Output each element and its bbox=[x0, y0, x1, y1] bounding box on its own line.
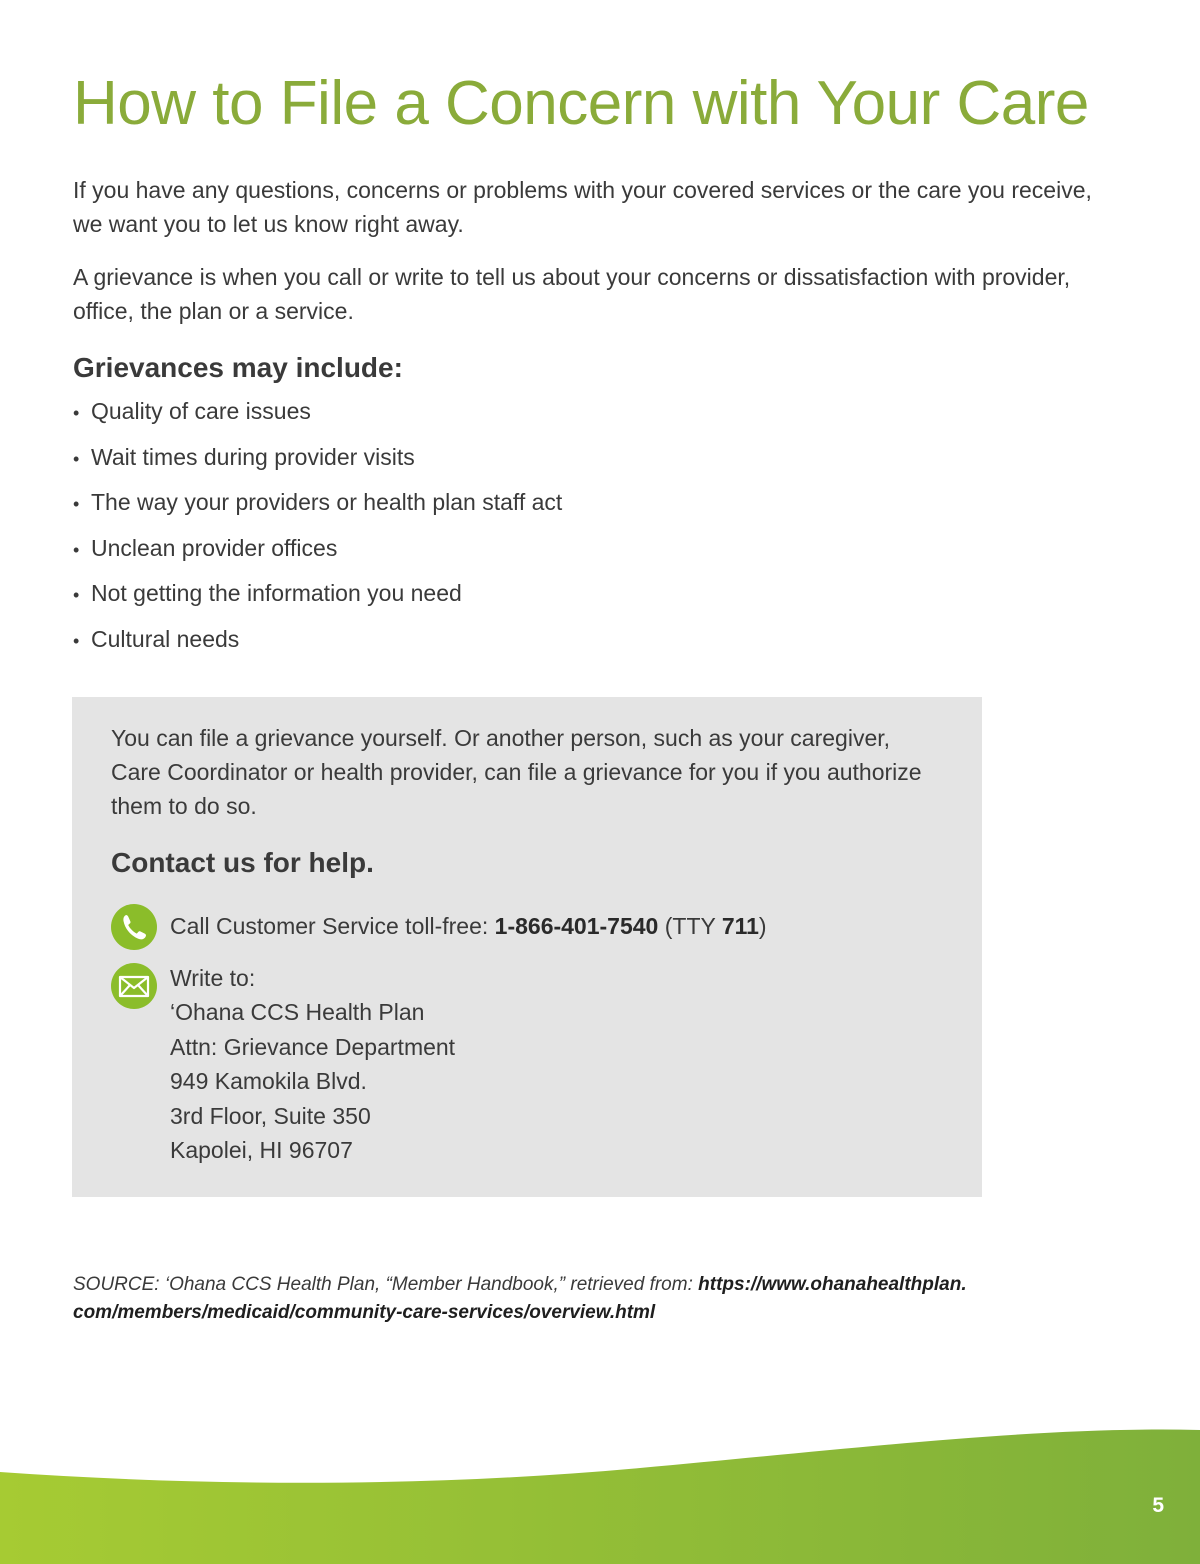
contact-info-box bbox=[72, 697, 982, 1197]
list-item bbox=[73, 625, 562, 655]
tty-open: (TTY bbox=[658, 913, 722, 939]
source-link[interactable]: https://www.ohanahealthplan. bbox=[698, 1274, 967, 1295]
page-number: 5 bbox=[1152, 1494, 1164, 1517]
bullet-icon: • bbox=[73, 448, 80, 469]
address-line: Attn: Grievance Department bbox=[170, 1033, 456, 1060]
list-item bbox=[73, 397, 562, 427]
list-item-text: Wait times during provider visits bbox=[91, 443, 415, 470]
mail-icon bbox=[111, 963, 157, 1009]
bullet-icon: • bbox=[73, 494, 80, 514]
page-title: How to File a Concern with Your Care bbox=[73, 69, 1089, 138]
list-item-text: Cultural needs bbox=[91, 625, 240, 652]
list-item bbox=[73, 443, 562, 473]
bullet-icon: • bbox=[73, 539, 80, 560]
address-line: 3rd Floor, Suite 350 bbox=[170, 1102, 371, 1129]
mailing-address bbox=[170, 961, 455, 1167]
intro-paragraph-2: A grievance is when you call or write to tell us about your concerns or dissatisfaction with provider, office, the plan or a service. bbox=[73, 264, 1071, 324]
address-line: 949 Kamokila Blvd. bbox=[170, 1068, 367, 1095]
bullet-icon: • bbox=[73, 403, 80, 423]
grievances-list bbox=[73, 397, 562, 670]
list-item-text: Not getting the information you need bbox=[91, 580, 462, 606]
footer-wave bbox=[0, 1420, 1200, 1564]
address-line: ‘Ohana CCS Health Plan bbox=[170, 999, 425, 1026]
address-line: Write to: bbox=[170, 965, 256, 991]
list-item-text: Quality of care issues bbox=[91, 398, 311, 424]
intro-paragraph-1: If you have any questions, concerns or problems with your covered services or the care you receive, we want you to let us know right away. bbox=[73, 177, 1092, 237]
list-item bbox=[73, 579, 562, 609]
phone-icon bbox=[111, 904, 157, 950]
call-customer-service bbox=[170, 909, 767, 943]
authorize-paragraph: You can file a grievance yourself. Or another person, such as your caregiver, Care Coordinator or health provider, can file a grievance for you if you authorize them to do so. bbox=[111, 725, 922, 819]
list-item bbox=[73, 488, 562, 518]
source-link[interactable]: com/members/medicaid/community-care-services/overview.html bbox=[73, 1302, 656, 1323]
grievances-heading: Grievances may include: bbox=[73, 352, 403, 383]
source-prefix: SOURCE: ‘Ohana CCS Health Plan, “Member Handbook,” retrieved from: bbox=[73, 1274, 699, 1295]
tty-number: 711 bbox=[721, 913, 759, 939]
contact-heading: Contact us for help. bbox=[111, 847, 374, 878]
tty-close: ) bbox=[758, 913, 767, 939]
list-item-text: The way your providers or health plan staff act bbox=[91, 489, 563, 515]
bullet-icon: • bbox=[73, 630, 80, 651]
call-prefix: Call Customer Service toll-free: bbox=[170, 913, 495, 939]
address-line: Kapolei, HI 96707 bbox=[170, 1137, 353, 1164]
phone-number: 1-866-401-7540 bbox=[494, 913, 659, 939]
bullet-icon: • bbox=[73, 585, 80, 605]
source-citation bbox=[73, 1271, 1113, 1327]
list-item bbox=[73, 534, 562, 564]
list-item-text: Unclean provider offices bbox=[91, 534, 338, 561]
